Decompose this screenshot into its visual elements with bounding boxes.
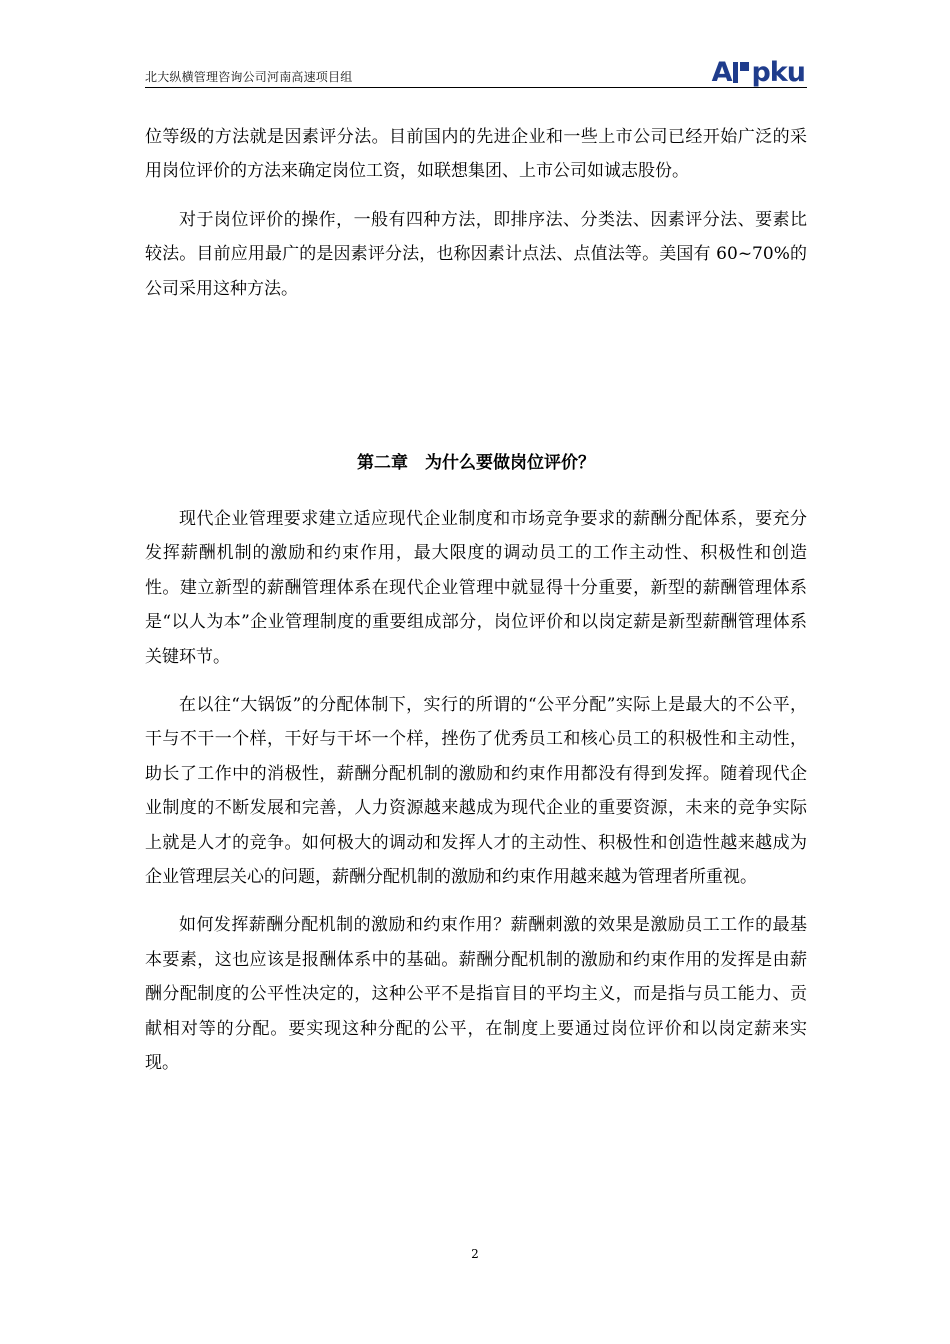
header-divider [145, 87, 807, 88]
paragraph-continuation: 位等级的方法就是因素评分法。目前国内的先进企业和一些上市公司已经开始广泛的采用岗位评价的方法来确定岗位工资，如联想集团、上市公司如诚志股份。 [145, 127, 807, 182]
chapter-heading: 第二章 为什么要做岗位评价？ [357, 453, 595, 473]
logo-bar-mark [733, 62, 738, 83]
paragraph-spacer [145, 894, 807, 908]
paragraph: 现代企业管理要求建立适应现代企业制度和市场竞争要求的薪酬分配体系，要充分发挥薪酬机制的激励和约束作用，最大限度的调动员工的工作主动性、积极性和创造性。建立新型的薪酬管理体系在现代企业管理中就显得十分重要，新型的薪酬管理体系是“以人为本”企业管理制度的重要组成部分，岗位评价和以岗定薪是新型薪酬管理体系关键环节。 [145, 509, 807, 667]
header-title: 北大纵横管理咨询公司河南高速项目组 [145, 70, 353, 84]
paragraph: 在以往“大锅饭”的分配体制下，实行的所谓的“公平分配”实际上是最大的不公平，干与不干一个样，干好与干坏一个样，挫伤了优秀员工和核心员工的积极性和主动性，助长了工作中的消极性，薪酬分配机制的激励和约束作用都没有得到发挥。随着现代企业制度的不断发展和完善，人力资源越来越成为现代企业的重要资源，未来的竞争实际上就是人才的竞争。如何极大的调动和发挥人才的主动性、积极性和创造性越来越成为企业管理层关心的问题，薪酬分配机制的激励和约束作用越来越为管理者所重视。 [145, 695, 807, 888]
page-number: 2 [471, 1247, 479, 1261]
company-logo [712, 56, 805, 86]
paragraph: 如何发挥薪酬分配机制的激励和约束作用？薪酬刺激的效果是激励员工工作的最基本要素，这也应该是报酬体系中的基础。薪酬分配机制的激励和约束作用的发挥是由薪酬分配制度的公平性决定的，这种公平不是指盲目的平均主义，而是指与员工能力、贡献相对等的分配。要实现这种分配的公平，在制度上要通过岗位评价和以岗定薪来实现。 [145, 915, 807, 1074]
paragraph-spacer [145, 189, 807, 203]
logo-letter-a: A [711, 57, 732, 88]
logo-square-mark [740, 62, 749, 71]
body-text-top [145, 120, 807, 306]
body-text-bottom [145, 502, 807, 1081]
paragraph-spacer [145, 674, 807, 688]
page-header [145, 56, 807, 88]
logo-letters-pku: pku [751, 57, 805, 88]
paragraph: 对于岗位评价的操作，一般有四种方法，即排序法、分类法、因素评分法、要素比较法。目前应用最广的是因素评分法，也称因素计点法、点值法等。美国有 60~70%的公司采用这种方法。 [145, 209, 807, 299]
